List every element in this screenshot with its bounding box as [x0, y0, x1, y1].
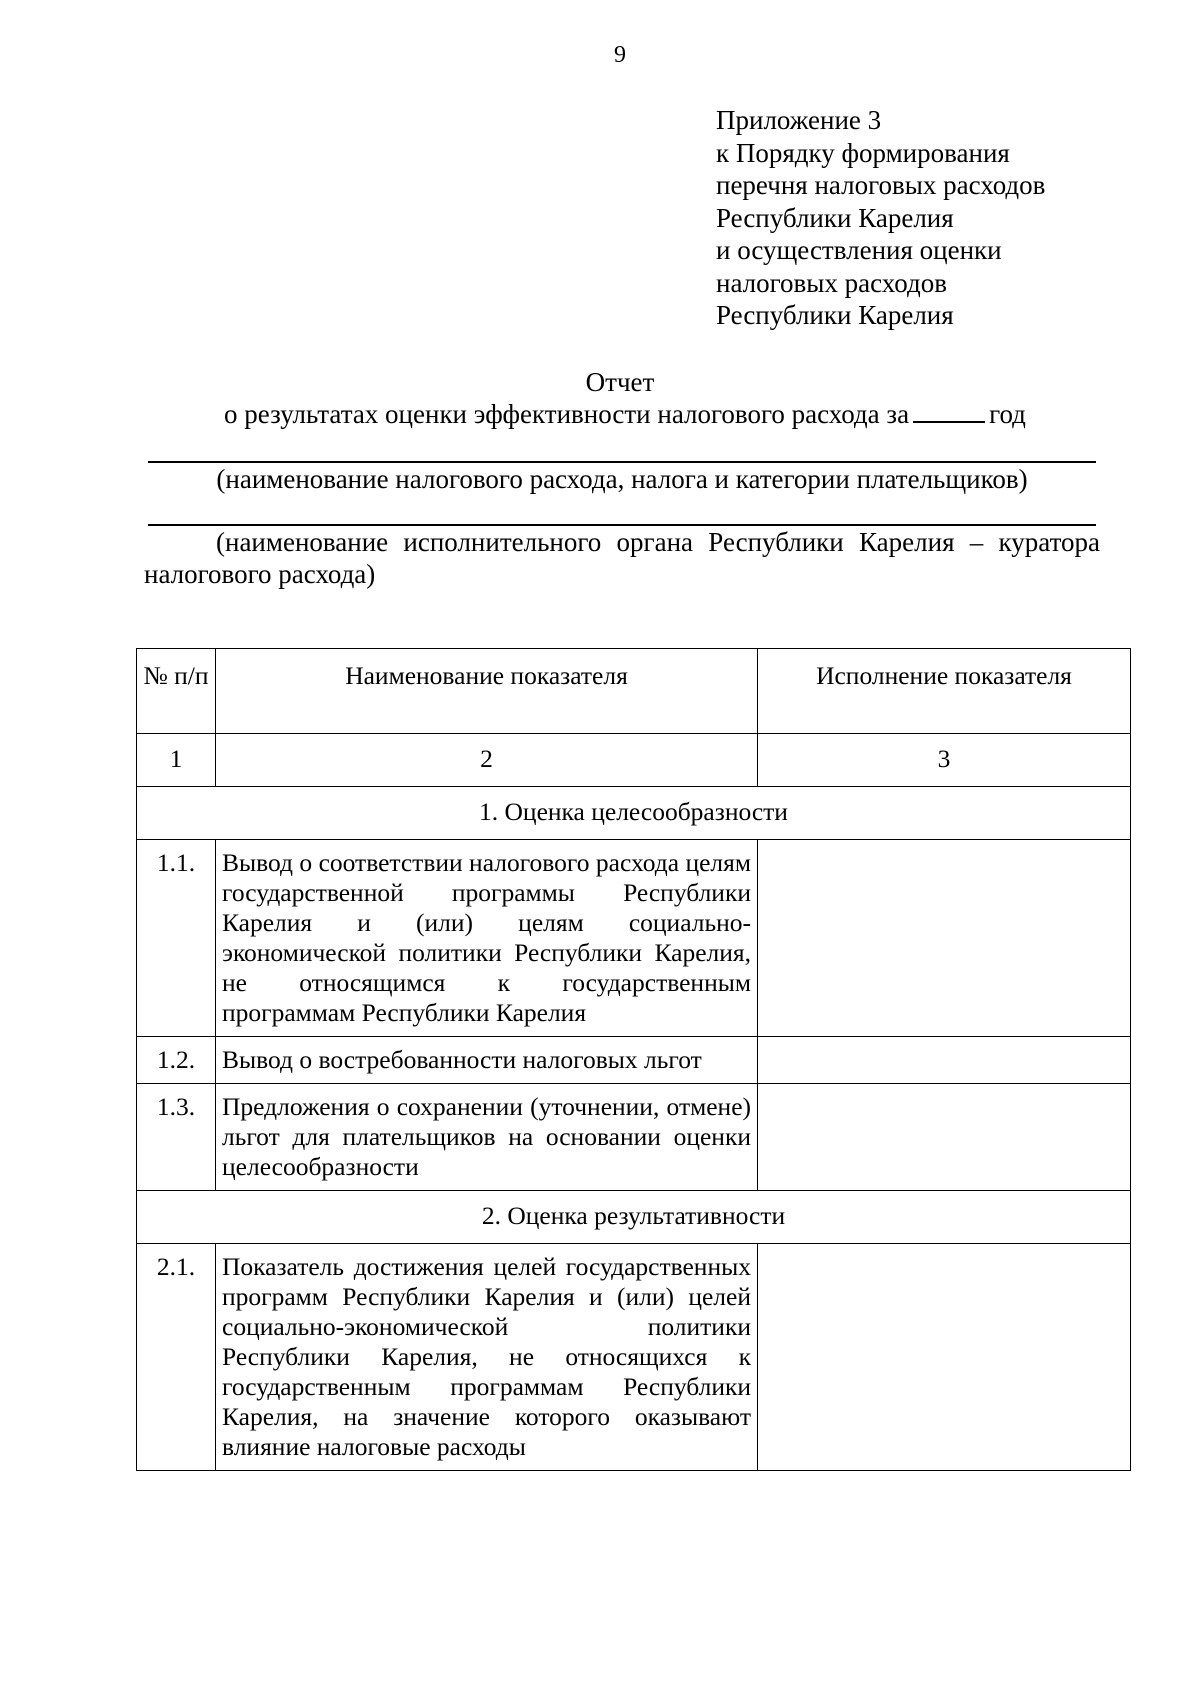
page-number: 9	[614, 42, 626, 68]
header-exec: Исполнение показателя	[758, 649, 1131, 734]
curator-caption: (наименование исполнительного органа Республики Карелия – куратора налогового расхода)	[144, 527, 1100, 589]
annex-line: налоговых расходов	[716, 267, 947, 298]
indicator-value-cell[interactable]	[758, 1037, 1131, 1084]
indicator-name: Вывод о соответствии налогового расхода целям государственной программы Республики Карелия и (или) целям социально-экономической политики Республики Карелия, не относящимся к государственным программам Республики Карелия	[216, 840, 758, 1037]
header-num: № п/п	[137, 649, 216, 734]
annex-heading	[716, 104, 1045, 332]
table-row	[137, 840, 1131, 1037]
column-index-row	[137, 734, 1131, 787]
table-row	[137, 1037, 1131, 1084]
indicator-name: Вывод о востребованности налоговых льгот	[216, 1037, 758, 1084]
annex-line: Республики Карелия	[716, 202, 954, 233]
indicators-table	[136, 648, 1131, 1471]
annex-line: перечня налоговых расходов	[716, 170, 1046, 200]
section-title: 1. Оценка целесообразности	[137, 787, 1131, 840]
row-number: 1.1.	[137, 840, 216, 1037]
report-subtitle	[195, 398, 1055, 430]
annex-line: и осуществления оценки	[716, 235, 1002, 265]
row-number: 1.2.	[137, 1037, 216, 1084]
report-title: Отчет	[585, 367, 655, 397]
row-number: 2.1.	[137, 1244, 216, 1471]
indicator-value-cell[interactable]	[758, 1244, 1131, 1471]
year-blank-field[interactable]	[913, 399, 985, 423]
indicator-name: Показатель достижения целей государственных программ Республики Карелия и (или) целей социально-экономической политики Республики Карелия, не относящихся к государственным программам Республики Карелия, на значение которого оказывают влияние налоговые расходы	[216, 1244, 758, 1471]
header-name: Наименование показателя	[216, 649, 758, 734]
column-index: 3	[758, 734, 1131, 787]
annex-line: к Порядку формирования	[716, 137, 1010, 168]
row-number: 1.3.	[137, 1084, 216, 1191]
annex-line: Республики Карелия	[716, 300, 954, 330]
report-subtitle-text: о результатах оценки эффективности налогового расхода за	[224, 399, 910, 429]
expense-name-line[interactable]	[148, 461, 1096, 463]
indicator-value-cell[interactable]	[758, 1084, 1131, 1191]
table-row	[137, 1084, 1131, 1191]
section-row	[137, 1191, 1131, 1244]
section-title: 2. Оценка результативности	[137, 1191, 1131, 1244]
table-row	[137, 1244, 1131, 1471]
section-row	[137, 787, 1131, 840]
annex-line: Приложение 3	[716, 105, 882, 135]
table-header-row	[137, 649, 1131, 734]
indicator-value-cell[interactable]	[758, 840, 1131, 1037]
indicator-name: Предложения о сохранении (уточнении, отмене) льгот для плательщиков на основании оценки целесообразности	[216, 1084, 758, 1191]
column-index: 2	[216, 734, 758, 787]
report-subtitle-year: год	[989, 399, 1026, 429]
expense-caption: (наименование налогового расхода, налога и категории плательщиков)	[216, 464, 1028, 494]
column-index: 1	[137, 734, 216, 787]
